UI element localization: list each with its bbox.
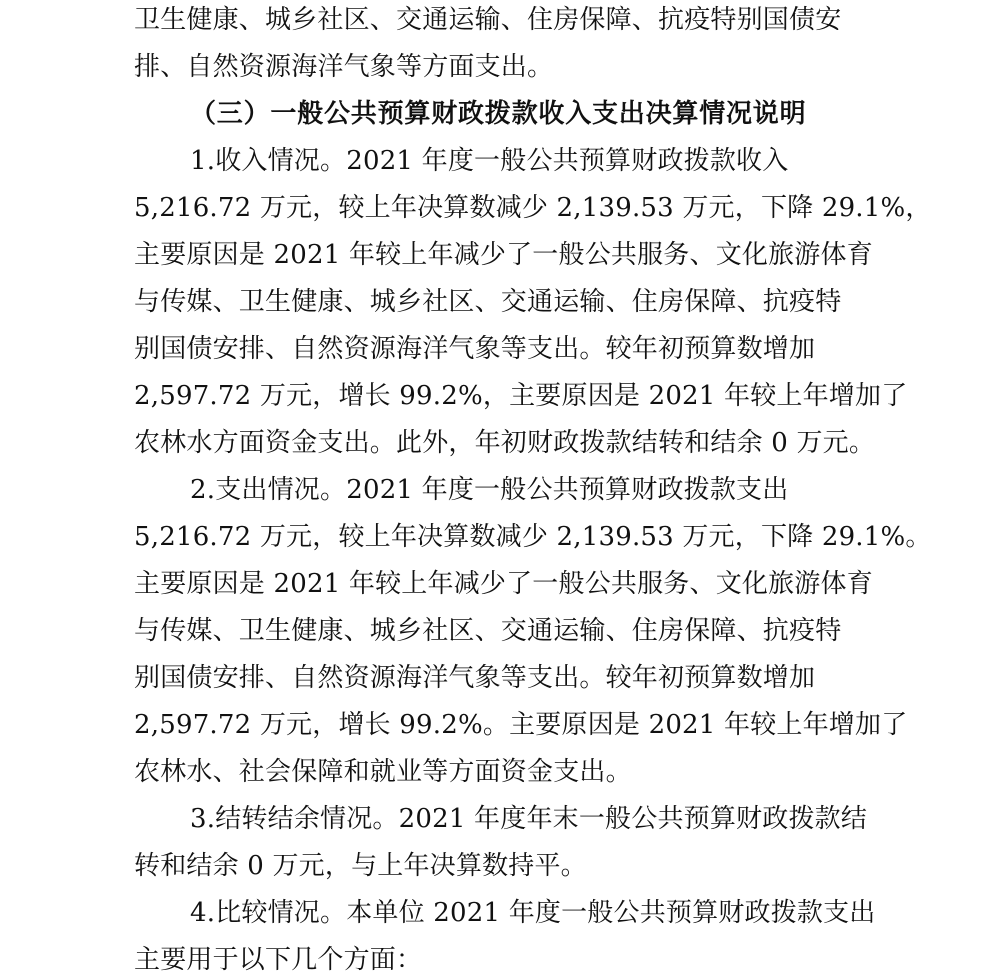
text-line: 别国债安排、自然资源海洋气象等支出。较年初预算数增加: [134, 663, 816, 693]
text-line: 5,216.72 万元，较上年决算数减少 2,139.53 万元，下降 29.1%，: [134, 193, 932, 223]
text-line: 4.比较情况。本单位 2021 年度一般公共预算财政拨款支出: [190, 898, 876, 928]
text-line: 与传媒、卫生健康、城乡社区、交通运输、住房保障、抗疫特: [134, 287, 842, 317]
text-line: 转和结余 0 万元，与上年决算数持平。: [134, 851, 587, 881]
text-line: 农林水、社会保障和就业等方面资金支出。: [134, 757, 632, 787]
text-line: 别国债安排、自然资源海洋气象等支出。较年初预算数增加: [134, 334, 816, 364]
text-line: 2.支出情况。2021 年度一般公共预算财政拨款支出: [190, 475, 789, 505]
text-line: 主要原因是 2021 年较上年减少了一般公共服务、文化旅游体育: [134, 240, 873, 270]
text-line: 主要用于以下几个方面：: [134, 945, 423, 975]
text-line: 与传媒、卫生健康、城乡社区、交通运输、住房保障、抗疫特: [134, 616, 842, 646]
section-heading: （三）一般公共预算财政拨款收入支出决算情况说明: [190, 99, 807, 129]
text-line: 农林水方面资金支出。此外，年初财政拨款结转和结余 0 万元。: [134, 428, 876, 458]
text-line: 2,597.72 万元，增长 99.2%，主要原因是 2021 年较上年增加了: [134, 381, 908, 411]
text-line: 2,597.72 万元，增长 99.2%。主要原因是 2021 年较上年增加了: [134, 710, 908, 740]
text-line: 卫生健康、城乡社区、交通运输、住房保障、抗疫特别国债安: [134, 5, 842, 35]
text-line: 排、自然资源海洋气象等方面支出。: [134, 52, 554, 82]
text-line: 主要原因是 2021 年较上年减少了一般公共服务、文化旅游体育: [134, 569, 873, 599]
text-line: 1.收入情况。2021 年度一般公共预算财政拨款收入: [190, 146, 789, 176]
text-line: 5,216.72 万元，较上年决算数减少 2,139.53 万元，下降 29.1%。: [134, 522, 932, 552]
text-line: 3.结转结余情况。2021 年度年末一般公共预算财政拨款结: [190, 804, 868, 834]
